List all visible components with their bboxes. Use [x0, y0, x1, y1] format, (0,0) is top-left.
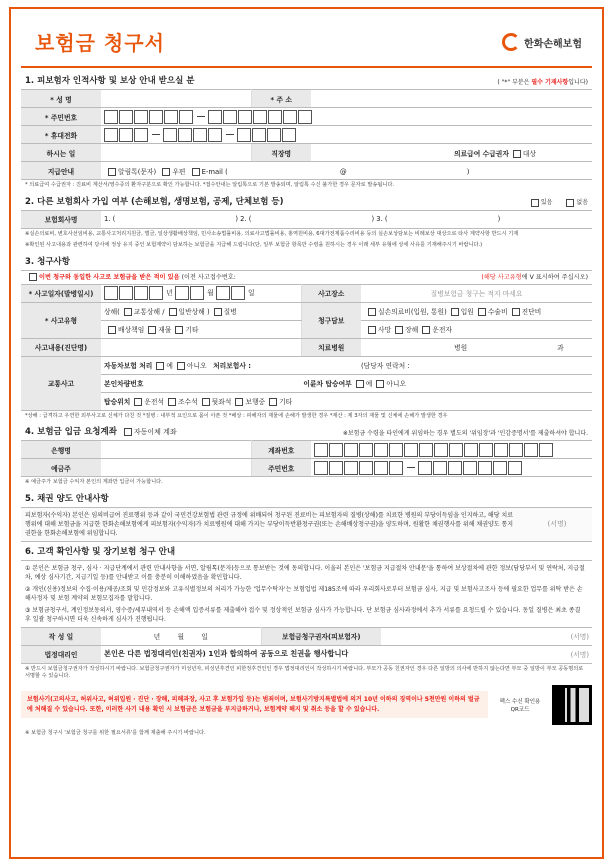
- company-2: ) 2. (: [235, 215, 252, 224]
- digit-box[interactable]: [119, 286, 133, 300]
- digit-box[interactable]: [208, 128, 222, 142]
- email-at: @: [339, 167, 347, 176]
- email-close: ): [466, 167, 470, 176]
- section-6-footnote: ※ 반드시 보험금청구권자가 작성하시기 바랍니다. 보험금청구권자가 미성년자, 피성년후견인 피한정후견인인 경우 법정대리인이 작성하시기 바랍니다. 부모가 공동 친권자인 경우 다른 일방의 의사에 반하지 않는다면 부모 중 일방이 부모 공동명의로 서명할 수 있습니다.: [25, 665, 584, 680]
- date-boxes[interactable]: [101, 284, 301, 302]
- last-note: ※ 보험금 청구시 '보험금 청구를 위한 필요서류'를 함께 제출해 주시기 바랍니다.: [25, 729, 206, 736]
- bank-label: 은행명: [21, 441, 101, 459]
- assignment-box: [21, 507, 592, 542]
- digit-box[interactable]: [119, 128, 133, 142]
- digit-box[interactable]: [231, 286, 245, 300]
- brand-name: 한화손해보험: [524, 38, 582, 50]
- mail-checkbox[interactable]: [162, 168, 170, 176]
- seat-1: 운전석: [144, 398, 164, 407]
- claim-1: 실손의료비(입원, 통원): [378, 308, 447, 317]
- month-unit: 월: [207, 289, 214, 298]
- no-checkbox[interactable]: [566, 199, 574, 207]
- email-option: E-mail (: [201, 167, 228, 176]
- general-checkbox[interactable]: [169, 308, 177, 316]
- holder-label: 예금주: [21, 459, 101, 477]
- type-general: 일반상해 ): [178, 308, 210, 317]
- claim-3-checkbox[interactable]: [478, 308, 486, 316]
- yes-option: 있음: [540, 199, 553, 207]
- required-note-emph: 필수 기재사항: [531, 79, 569, 86]
- digit-box[interactable]: [268, 110, 282, 124]
- sign-table: [21, 627, 592, 664]
- digit-box[interactable]: [282, 128, 296, 142]
- claim-4: 진단비: [521, 308, 542, 317]
- digit-box[interactable]: [175, 286, 189, 300]
- type-row-1: [101, 302, 301, 320]
- day-unit: 일: [248, 289, 255, 298]
- account-table: [21, 440, 592, 477]
- section-4-note: ※보험금 수령을 타인에게 위임하는 경우 별도의 '위임장'과 '인감증명서'를 제출하셔야 합니다.: [342, 430, 588, 438]
- prior-claim-tail: (이전 사고접수번호:: [181, 273, 236, 281]
- write-month: 월: [177, 633, 185, 642]
- place-label: 사고장소: [301, 284, 361, 302]
- workplace-label: 직장명: [251, 144, 311, 162]
- liability-checkbox[interactable]: [108, 326, 116, 334]
- digit-box[interactable]: [479, 443, 493, 457]
- digit-box[interactable]: [223, 110, 237, 124]
- type-row-2: [101, 320, 301, 338]
- seat-4: 보행중: [245, 398, 266, 407]
- type-note: 에 V 표시하여 주십시오): [521, 273, 588, 281]
- required-note: [497, 77, 588, 86]
- prior-claim-text: 이번 청구와 동일한 사고로 보험금을 받은 적이 있음: [39, 273, 180, 281]
- digit-box[interactable]: [119, 110, 133, 124]
- digit-box[interactable]: [216, 286, 230, 300]
- handle-no: 아니오: [186, 362, 207, 371]
- digit-box[interactable]: [494, 443, 508, 457]
- digit-box[interactable]: [149, 286, 163, 300]
- section-1: [21, 71, 592, 192]
- hospital-field[interactable]: [361, 338, 592, 356]
- disease-checkbox[interactable]: [214, 308, 222, 316]
- seat-3-checkbox[interactable]: [202, 398, 210, 406]
- required-note-suffix: 입니다): [568, 79, 588, 86]
- place-field[interactable]: 질병보험금 청구는 적지 마세요: [361, 284, 592, 302]
- claim-label: 청구담보: [301, 302, 361, 338]
- other-insurance-options: [527, 197, 588, 207]
- digit-box[interactable]: [134, 286, 148, 300]
- write-date-field[interactable]: [101, 627, 261, 645]
- digit-box[interactable]: [134, 128, 148, 142]
- medical-label: 의료급여 수급권자: [454, 149, 509, 158]
- company-fields[interactable]: [101, 210, 592, 228]
- brand: [502, 33, 582, 51]
- agent-label: 법정대리인: [21, 645, 101, 663]
- fraud-warning: 보험사기(고의사고, 허위사고, 허위입원 · 진단 · 장해, 피해과장, 사고 후 보험가입 등)는 범죄이며, 보험사기방지특별법에 의거 10년 이하의 징역이나 5천만원 이하의 벌금에 처해질 수 있습니다. 또한, 이러한 사기 내용 확인 시 보험금은 보험금을 부지급하거나, 보험계약 해지 및 취소 등을 할 수 있습니다.: [21, 691, 488, 718]
- assignment-sign[interactable]: (서명): [547, 520, 567, 529]
- dash-separator: [197, 116, 205, 117]
- claim-2: 입원: [460, 308, 474, 317]
- digit-box[interactable]: [463, 461, 477, 475]
- prior-claim-row: [21, 270, 592, 284]
- section-3: [21, 252, 592, 423]
- claim-2-checkbox[interactable]: [451, 308, 459, 316]
- digit-box[interactable]: [509, 443, 523, 457]
- hospital-label: 치료병원: [301, 338, 361, 356]
- digit-box[interactable]: [344, 461, 358, 475]
- company-close: ): [497, 215, 501, 224]
- phone-boxes[interactable]: [101, 126, 592, 144]
- company-1: 1. (: [104, 215, 116, 224]
- digit-box[interactable]: [253, 110, 267, 124]
- section-1-footnote: * 의료급여 수급권자 : 진료비 계산서/영수증의 환자구분으로 확인 가능합니다. *접수안내는 알림톡으로 기본 발송되며, 알림톡 수신 불가한 경우 문자로 발송됩니다.: [25, 182, 395, 188]
- claim-1-checkbox[interactable]: [368, 308, 376, 316]
- digit-box[interactable]: [329, 443, 343, 457]
- property-checkbox[interactable]: [148, 326, 156, 334]
- phone-label: * 휴대전화: [21, 126, 101, 144]
- fax-note: [494, 697, 546, 713]
- bank-field[interactable]: [101, 441, 251, 459]
- write-day: 일: [201, 633, 208, 642]
- rrn-boxes[interactable]: [101, 108, 592, 126]
- section-6: [21, 542, 592, 740]
- dash-separator: [407, 467, 415, 468]
- name-label: * 성 명: [21, 90, 101, 108]
- type-label: * 사고유형: [21, 302, 101, 338]
- section-1-title: 1. 피보험자 인적사항 및 보상 안내 받으실 분: [25, 76, 195, 86]
- workplace-row: [311, 144, 592, 162]
- claimant-label: 보험금청구권자(피보험자): [261, 627, 381, 645]
- digit-box[interactable]: [252, 128, 266, 142]
- dash-separator: [226, 134, 234, 135]
- etc-checkbox[interactable]: [175, 326, 183, 334]
- page-title: 보험금 청구서: [35, 31, 165, 55]
- agent-text: 본인은 다른 법정대리인(친권자) 1인과 합의하여 공동으로 친권을 행사합니다: [101, 645, 381, 663]
- digit-box[interactable]: [539, 443, 553, 457]
- seat-3: 뒷좌석: [211, 398, 232, 407]
- bike-label: 이륜차 탑승여부: [303, 380, 352, 389]
- confirm-3: ③ 보험금청구서, 계인정보동의서, 영수증/세부내역서 등 손해액 입증서류를 제출해야 접수 및 정상적인 보험금 심사가 가능합니다. 단 보험금 심사과정에서 추가 서류를 요청드릴 수 있습니다. 동일 질병은 최초 종결 후 일괄 청구하시면 더욱 신속하게 심사가 진행됩니다.: [25, 606, 581, 623]
- medical-option: 대상: [522, 149, 537, 158]
- holder-rrn-boxes[interactable]: [311, 459, 592, 477]
- confirm-2: ② 개인(신용)정보의 수집·이용/제공/조회 및 민감정보와 고유식별정보의 처리가 가능한 '업무수탁자'는 보험업법 제185조에 따라 우리회사로부터 보험금 심사, 지급 및 보험사고조사 등에 필요한 업무를 위탁 받은 손해사정자 및 보험 계약의 보험모집자를 말합니다.: [25, 585, 583, 602]
- hospital-unit: 병원: [454, 344, 468, 353]
- handle-yes-checkbox[interactable]: [156, 362, 164, 370]
- digit-box[interactable]: [359, 443, 373, 457]
- section-5-title: 5. 채권 양도 안내사항: [25, 493, 109, 504]
- write-date-label: 작 성 일: [21, 627, 101, 645]
- medical-checkbox[interactable]: [513, 150, 521, 158]
- digit-box[interactable]: [344, 443, 358, 457]
- digit-box[interactable]: [329, 461, 343, 475]
- section-3-title: 3. 청구사항: [25, 256, 70, 267]
- sms-checkbox[interactable]: [108, 168, 116, 176]
- brand-logo-icon: [502, 33, 520, 51]
- job-field[interactable]: [101, 144, 251, 162]
- notice-options: [101, 162, 592, 180]
- claim-6: 장해: [405, 326, 419, 335]
- section-6-title: 6. 고객 확인사항 및 장기보험 청구 안내: [25, 546, 176, 557]
- holder-field[interactable]: [101, 459, 251, 477]
- section-2: [21, 192, 592, 252]
- agent-sign[interactable]: (서명): [381, 645, 592, 663]
- other-insurance-table: [21, 210, 592, 229]
- form-header: [21, 9, 592, 71]
- notice-label: 지급안내: [21, 162, 101, 180]
- digit-box[interactable]: [389, 461, 403, 475]
- seat-2: 조수석: [177, 398, 198, 407]
- digit-box[interactable]: [419, 443, 433, 457]
- handle-no-checkbox[interactable]: [177, 362, 185, 370]
- claim-row-1: [361, 302, 592, 320]
- seat-5: 기타: [279, 398, 293, 407]
- claim-7-checkbox[interactable]: [422, 326, 430, 334]
- claim-6-checkbox[interactable]: [395, 326, 403, 334]
- digit-box[interactable]: [524, 443, 538, 457]
- manager-label: (담당자 연락처 :: [361, 362, 410, 371]
- bike-yes-checkbox[interactable]: [356, 380, 364, 388]
- content-label: 사고내용(진단명): [21, 338, 101, 356]
- section-4: [21, 422, 592, 489]
- digit-box[interactable]: [163, 128, 177, 142]
- year-unit: 년: [166, 289, 173, 298]
- date-label: * 사고일자(발병일시): [21, 284, 101, 302]
- digit-box[interactable]: [178, 128, 192, 142]
- claim-row-2: [361, 320, 592, 338]
- seat-5-checkbox[interactable]: [269, 398, 277, 406]
- claim-table: [21, 284, 592, 411]
- section-2-title: 2. 다른 보험회사 가입 여부 (손해보험, 생명보험, 공제, 단체보험 등): [25, 196, 284, 207]
- warning-row: [21, 685, 592, 725]
- seat-1-checkbox[interactable]: [134, 398, 142, 406]
- bike-yes: 예: [365, 380, 373, 389]
- claim-5-checkbox[interactable]: [368, 326, 376, 334]
- claim-5: 사망: [378, 326, 392, 335]
- digit-box[interactable]: [359, 461, 373, 475]
- digit-box[interactable]: [433, 461, 447, 475]
- digit-box[interactable]: [104, 128, 118, 142]
- digit-box[interactable]: [134, 110, 148, 124]
- digit-box[interactable]: [389, 443, 403, 457]
- ins-handle-label: 자동차보험 처리: [104, 362, 153, 371]
- digit-box[interactable]: [267, 128, 281, 142]
- auto-transfer-checkbox[interactable]: [124, 428, 132, 436]
- digit-box[interactable]: [478, 461, 492, 475]
- section-2-footnote-2: ※확인된 사고내용과 관련하여 당사에 정상 유지 중인 보험계약이 담보하는 보험금을 지급해 드립니다(단, 일부 보험금 항목만 수령을 원하시는 경우 이래 세부 유형에 상세 사유를 기재해주시기 바랍니다.): [25, 242, 483, 249]
- traffic-row-1: [101, 356, 592, 374]
- header-rule: [21, 66, 592, 68]
- dash-separator: [152, 134, 160, 135]
- insured-table: [21, 89, 592, 180]
- address-label: * 주 소: [251, 90, 311, 108]
- digit-box[interactable]: [448, 461, 462, 475]
- digit-box[interactable]: [283, 110, 297, 124]
- digit-box[interactable]: [374, 443, 388, 457]
- dept-unit: 과: [557, 344, 564, 353]
- digit-box[interactable]: [314, 461, 328, 475]
- required-note-prefix: ( "*" 부분은: [497, 79, 532, 86]
- type-liability: 배상책임: [118, 326, 145, 335]
- digit-box[interactable]: [508, 461, 522, 475]
- account-boxes[interactable]: [311, 441, 592, 459]
- seat-2-checkbox[interactable]: [168, 398, 176, 406]
- company-label: 보험회사명: [21, 210, 101, 228]
- bike-no: 아니오: [386, 380, 407, 389]
- fax-label: 팩스 수신 확인용: [499, 698, 541, 705]
- digit-box[interactable]: [104, 110, 118, 124]
- rrn-label: * 주민번호: [21, 108, 101, 126]
- mail-option: 우편: [172, 167, 186, 176]
- qr-code-icon: [552, 685, 592, 725]
- email-checkbox[interactable]: [192, 168, 200, 176]
- sms-option: 알림톡(문자): [118, 167, 157, 176]
- car-no-label: 본인차량번호: [104, 380, 144, 389]
- digit-box[interactable]: [104, 286, 118, 300]
- assignment-text: 피보험자(수익자) 본인은 임의비급여 진료행위 등과 같이 국민건강보험법 관련 규정에 위배되어 청구된 진료비는 피보험자의 질병(상해)를 치료한 병원의 부당이득임을 인지하고, 해당 치료행위에 대해 보험금을 지급한 한화손해보험에게 피보험자(수익자)가 치료병원에 대해 가지는 부당이득반환청구권(또는 손해배상청구권)을 양도하며, 원활한 채권행사를 위해 채권양도 통지권한을 한화손해보험에 위임합니다.: [25, 511, 514, 537]
- digit-box[interactable]: [298, 110, 312, 124]
- digit-box[interactable]: [449, 443, 463, 457]
- qr-label: QR코드: [510, 706, 530, 713]
- digit-box[interactable]: [418, 461, 432, 475]
- digit-box[interactable]: [374, 461, 388, 475]
- digit-box[interactable]: [464, 443, 478, 457]
- claim-form: [9, 7, 604, 859]
- type-property: 재물: [158, 326, 172, 335]
- type-note-emph: (해당 사고유형: [481, 273, 522, 281]
- section-4-title: 4. 보험금 입금 요청계좌: [25, 427, 117, 438]
- digit-box[interactable]: [149, 110, 163, 124]
- section-3-footnote: *상해 : 급격하고 우연한 외부사고로 신체가 다친 것 *질병 : 내부적 요인으로 몸이 아픈 것 *배상 : 피해자의 재물에 손해가 발생한 경우 *재산 : 제 3자의 재물 및 신체에 손해가 발생한 경우: [25, 412, 448, 419]
- type-traffic: 교통상해 /: [133, 308, 165, 317]
- type-etc: 기타: [185, 326, 199, 335]
- claim-3: 수술비: [487, 308, 508, 317]
- auto-transfer-label: 자동이체 계좌: [133, 428, 177, 437]
- digit-box[interactable]: [179, 110, 193, 124]
- digit-box[interactable]: [193, 128, 207, 142]
- section-4-footnote: ※ 예금주가 보험금 수익자 본인의 계좌만 입금이 가능합니다.: [25, 479, 163, 486]
- digit-box[interactable]: [314, 443, 328, 457]
- ins-co-label: 처리보험사 :: [213, 362, 252, 371]
- holder-rrn-label: 주민번호: [251, 459, 311, 477]
- section-5: [21, 489, 592, 542]
- bike-no-checkbox[interactable]: [376, 380, 384, 388]
- traffic-checkbox[interactable]: [124, 308, 132, 316]
- yes-checkbox[interactable]: [531, 199, 539, 207]
- content-field[interactable]: [101, 338, 301, 356]
- write-year: 년: [153, 633, 161, 642]
- name-field[interactable]: [101, 90, 251, 108]
- claim-7: 운전자: [432, 326, 452, 335]
- confirm-1: ① 본인은 보험금 청구, 심사 · 지급단계에서 관련 안내사항을 서면, 알림톡(문자)등으로 통보받는 것에 동의합니다. 이울러 본인은 '보험금 지급절차 안내문'을 통하여 보상절차에 관한 정보(담당부서 및 연락처, 지급절차, 예상 심사기간, 지급기일 등)를 안내받고 이를 충분히 이해하였음을 확인합니다.: [25, 564, 585, 581]
- digit-box[interactable]: [237, 128, 251, 142]
- type-injury: 상해(: [104, 308, 120, 317]
- address-field[interactable]: [311, 90, 592, 108]
- claim-4-checkbox[interactable]: [512, 308, 520, 316]
- section-2-footnote-1: ※실손의료비, 변호사선임비용, 교통사고처리지원금, 벌금, 일상생활배상책임, 민사소송법률비용, 의료사고법률비용, 홍역원비용, 6대가전제품수리비용 등의 실손보상담보는 비례보상 대상으로 타사 계약사항 반드시 기재: [25, 230, 519, 237]
- job-label: 하시는 일: [21, 144, 101, 162]
- digit-box[interactable]: [404, 443, 418, 457]
- company-3: ) 3. (: [371, 215, 388, 224]
- traffic-label: 교통사고: [21, 356, 101, 410]
- digit-box[interactable]: [190, 286, 204, 300]
- claimant-sign[interactable]: (서명): [381, 627, 592, 645]
- digit-box[interactable]: [208, 110, 222, 124]
- seat-4-checkbox[interactable]: [235, 398, 243, 406]
- digit-box[interactable]: [434, 443, 448, 457]
- digit-box[interactable]: [493, 461, 507, 475]
- type-disease: 질병: [223, 308, 237, 317]
- traffic-row-3: [101, 392, 592, 410]
- traffic-row-2: [101, 374, 592, 392]
- no-option: 없음: [576, 199, 588, 207]
- handle-yes: 예: [166, 362, 173, 371]
- digit-box[interactable]: [164, 110, 178, 124]
- digit-box[interactable]: [238, 110, 252, 124]
- prior-claim-checkbox[interactable]: [29, 273, 37, 281]
- confirm-box: [21, 560, 592, 627]
- seat-label: 탑승위치: [104, 398, 131, 407]
- account-label: 계좌번호: [251, 441, 311, 459]
